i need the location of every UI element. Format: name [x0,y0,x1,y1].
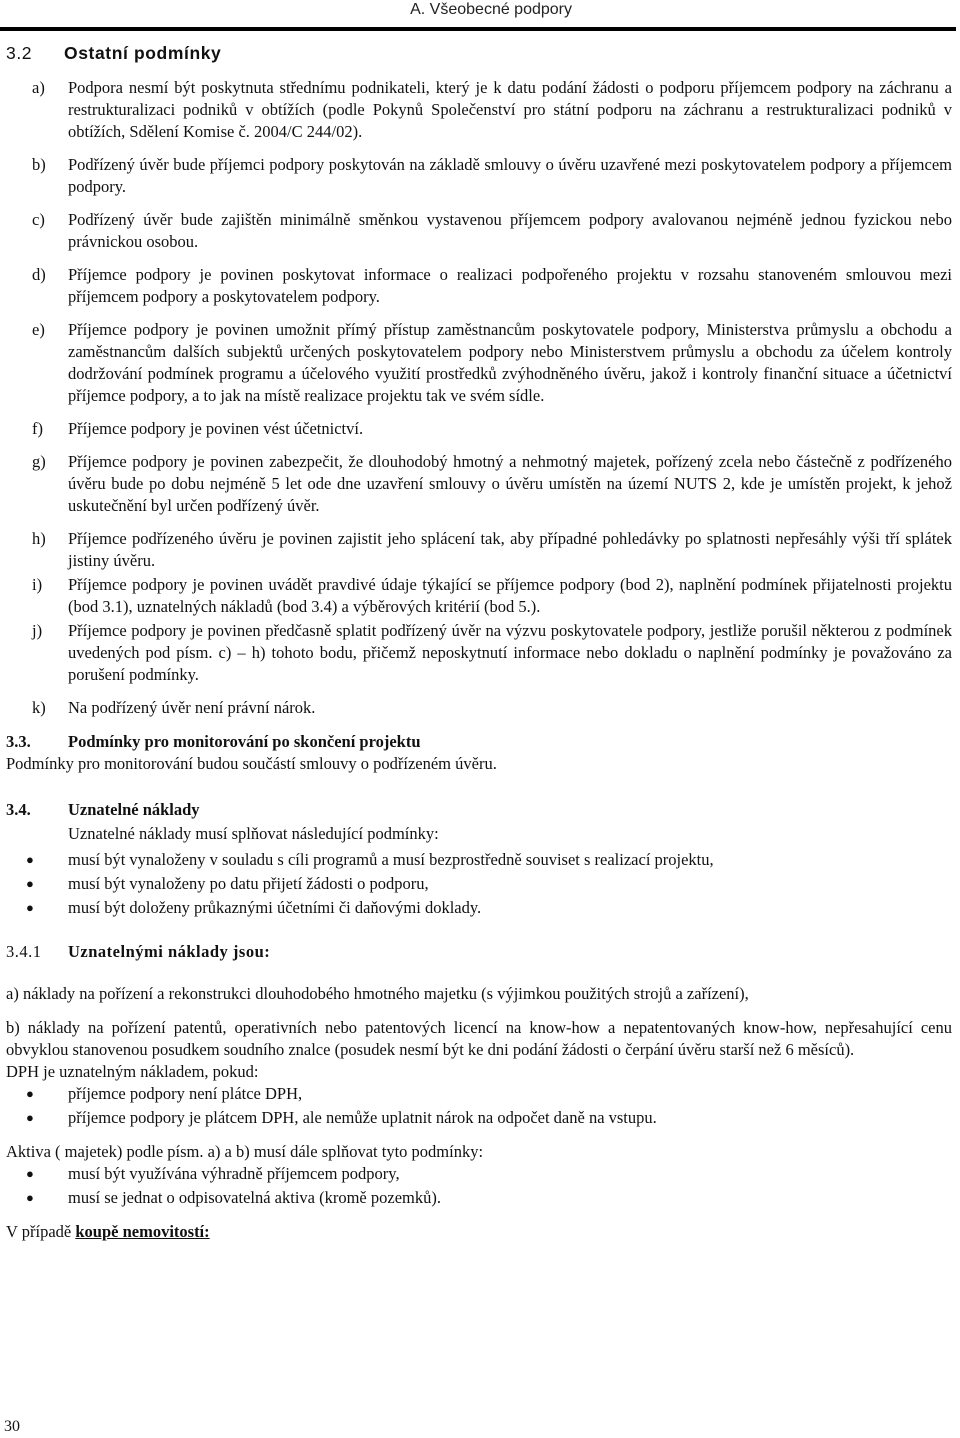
bullet-icon: ● [26,1110,34,1125]
bullet-icon: ● [26,1190,34,1205]
running-header [0,0,956,30]
section-number: 3.3. [6,732,31,751]
aktiva-bullets [6,1163,952,1209]
bullet-icon: ● [26,900,34,915]
section-title: Uznatelné náklady [68,800,200,819]
condition-text: Příjemce podpory je povinen uvádět pravdivé údaje týkající se příjemce podpory (bod 2), naplnění podmínek přijatelnosti projektu (bod 3.1), uznatelných nákladů (bod 3.4) a výběrových kritérií (bod 5.). [68,575,952,616]
conditions-list [6,77,952,719]
bullet-item [6,1083,952,1105]
dph-bullets [6,1083,952,1129]
bullet-text: příjemce podpory není plátce DPH, [68,1084,303,1103]
condition-label: g) [32,452,46,471]
costs-para-a: a) náklady na pořízení a rekonstrukci dlouhodobého hmotného majetku (s výjimkou použitých strojů a zařízení), [6,984,749,1003]
condition-item [6,418,952,440]
condition-text: Na podřízený úvěr není právní nárok. [68,698,316,717]
bullet-icon: ● [26,852,34,867]
bullet-text: musí být vynaloženy v souladu s cíli programů a musí bezprostředně souviset s realizací projektu, [68,850,714,869]
condition-text: Příjemce podřízeného úvěru je povinen zajistit jeho splácení tak, aby případné pohledávky po splatnosti nepřesáhly výši tří splátek jistiny úvěru. [68,529,952,570]
condition-label: h) [32,529,46,548]
bullet-item [6,1107,952,1129]
real-estate-line [6,1221,952,1243]
condition-label: e) [32,320,45,339]
bullet-text: musí být doloženy průkaznými účetními či daňovými doklady. [68,898,482,917]
section-title: Ostatní podmínky [64,43,222,63]
condition-text: Podřízený úvěr bude zajištěn minimálně směnkou vystavenou příjemcem podpory avalovanou nejméně jednou fyzickou nebo právnickou osobou. [68,210,952,251]
monitoring-text: Podmínky pro monitorování budou součástí smlouvy o podřízeném úvěru. [6,754,497,773]
bullet-icon: ● [26,1166,34,1181]
condition-text: Příjemce podpory je povinen zabezpečit, že dlouhodobý hmotný a nehmotný majetek, pořízený zcela nebo částečně z podřízeného úvěru bude po dobu nejméně 5 let ode dne uzavření smlouvy o úvěru umístěn na území NUTS 2, kde je umístěn projekt, k jehož uskutečnění byl určen podřízený úvěr. [68,452,952,515]
condition-label: c) [32,210,45,229]
condition-text: Příjemce podpory je povinen poskytovat informace o realizaci podpořeného projektu v rozsahu stanoveném smlouvou mezi příjemcem podpory a poskytovatelem podpory. [68,265,952,306]
bullet-item [6,1187,952,1209]
header-title: A. Všeobecné podpory [410,1,572,18]
condition-item [6,574,952,618]
section-number: 3.4. [6,800,31,819]
condition-item [6,451,952,517]
condition-item [6,319,952,407]
bullet-text: musí se jednat o odpisovatelná aktiva (kromě pozemků). [68,1188,441,1207]
bullet-item [6,873,952,895]
real-estate-underlined: koupě nemovitostí: [75,1222,210,1241]
condition-text: Podřízený úvěr bude příjemci podpory poskytován na základě smlouvy o úvěru uzavřené mezi poskytovatelem podpory a příjemcem podpory. [68,155,952,196]
eligible-costs-bullets [6,849,952,919]
condition-item [6,620,952,686]
condition-label: f) [32,419,43,438]
section-3-2-heading [6,42,952,64]
section-3-4-heading [6,799,952,821]
condition-item [6,154,952,198]
section-3-4-1-heading [6,941,952,963]
eligible-costs-intro: Uznatelné náklady musí splňovat následující podmínky: [68,824,439,843]
section-title: Uznatelnými náklady jsou: [68,942,271,961]
condition-label: i) [32,575,43,594]
header-rule [0,27,956,31]
page-number: 30 [4,1418,20,1435]
condition-text: Příjemce podpory je povinen vést účetnictví. [68,419,364,438]
document-body [6,42,952,1243]
bullet-text: musí být využívána výhradně příjemcem podpory, [68,1164,400,1183]
bullet-text: příjemce podpory je plátcem DPH, ale nemůže uplatnit nárok na odpočet daně na vstupu. [68,1108,657,1127]
real-estate-prefix: V případě [6,1222,76,1241]
condition-label: k) [32,698,46,717]
condition-item [6,528,952,572]
condition-label: j) [32,621,43,640]
condition-label: a) [32,78,45,97]
condition-text: Příjemce podpory je povinen předčasně splatit podřízený úvěr na výzvu poskytovatele podpory, jestliže porušil některou z podmínek uvedených pod písm. c) – h) tohoto bodu, přičemž neposkytnutí informace nebo dokladu o naplnění podmínky je považováno za porušení podmínky. [68,621,952,684]
bullet-icon: ● [26,1086,34,1101]
condition-item [6,77,952,143]
condition-item [6,697,952,719]
section-3-3-heading [6,731,952,753]
section-number: 3.2 [6,43,33,63]
condition-item [6,264,952,308]
bullet-text: musí být vynaloženy po datu přijetí žádosti o podporu, [68,874,429,893]
condition-text: Příjemce podpory je povinen umožnit přímý přístup zaměstnancům poskytovatele podpory, Ministerstva průmyslu a obchodu a zaměstnancům dalších subjektů určených poskytovatelem podpory nebo Ministerstvem průmyslu a obchodu za účelem kontroly dodržování podmínek programu a účelového využití prostředků zvýhodněného úvěru, jakož i kontroly finanční situace a účetnictví příjemce podpory, a to jak na místě realizace projektu tak ve svém sídle. [68,320,952,405]
aktiva-intro: Aktiva ( majetek) podle písm. a) a b) musí dále splňovat tyto podmínky: [6,1142,484,1161]
bullet-item [6,897,952,919]
condition-text: Podpora nesmí být poskytnuta střednímu podnikateli, který je k datu podání žádosti o podporu příjemcem podpory na záchranu a restrukturalizaci podniků v obtížích (podle Pokynů Společenství pro státní podporu na záchranu a restrukturalizaci podniků v obtížích, Sdělení Komise č. 2004/C 244/02). [68,78,952,141]
costs-para-b: b) náklady na pořízení patentů, operativních nebo patentových licencí na know-how a nepatentovaných know-how, nepřesahující cenu obvyklou stanovenou posudkem soudního znalce (posudek nesmí být ke dni podání žádosti o čerpání úvěru starší než 6 měsíců). [6,1018,952,1059]
bullet-item [6,849,952,871]
bullet-icon: ● [26,876,34,891]
section-title: Podmínky pro monitorování po skončení projektu [68,732,421,751]
condition-label: d) [32,265,46,284]
section-number: 3.4.1 [6,942,42,961]
bullet-item [6,1163,952,1185]
dph-intro: DPH je uznatelným nákladem, pokud: [6,1062,259,1081]
condition-label: b) [32,155,46,174]
condition-item [6,209,952,253]
